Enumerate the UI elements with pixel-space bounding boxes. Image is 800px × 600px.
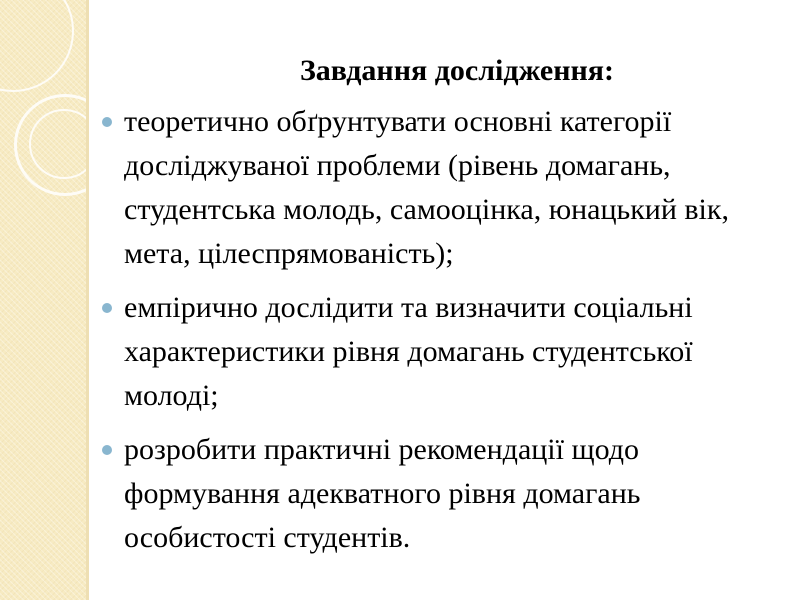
bullet-dot-icon xyxy=(102,303,112,313)
bullet-text: розробити практичні рекомендації щодо формування адекватного рівня домагань особистості студентів. xyxy=(124,433,641,554)
decorative-ring xyxy=(0,0,74,92)
bullet-dot-icon xyxy=(102,445,112,455)
bullet-item xyxy=(100,100,790,276)
slide-title: Завдання дослідження: xyxy=(299,54,615,87)
bullet-list xyxy=(100,100,790,560)
bullet-item xyxy=(100,428,790,560)
bullet-item xyxy=(100,286,790,418)
strip-edge xyxy=(86,0,89,600)
slide-content xyxy=(100,48,790,570)
bullet-dot-icon xyxy=(102,117,112,127)
decorative-side-strip xyxy=(0,0,88,600)
bullet-text: емпірично дослідити та визначити соціальні характеристики рівня домагань студентської молоді; xyxy=(124,291,693,412)
bullet-text: теоретично обґрунтувати основні категорії досліджуваної проблеми (рівень домагань, студентська молодь, самооцінка, юнацький вік, мета, цілеспрямованість); xyxy=(124,105,729,270)
